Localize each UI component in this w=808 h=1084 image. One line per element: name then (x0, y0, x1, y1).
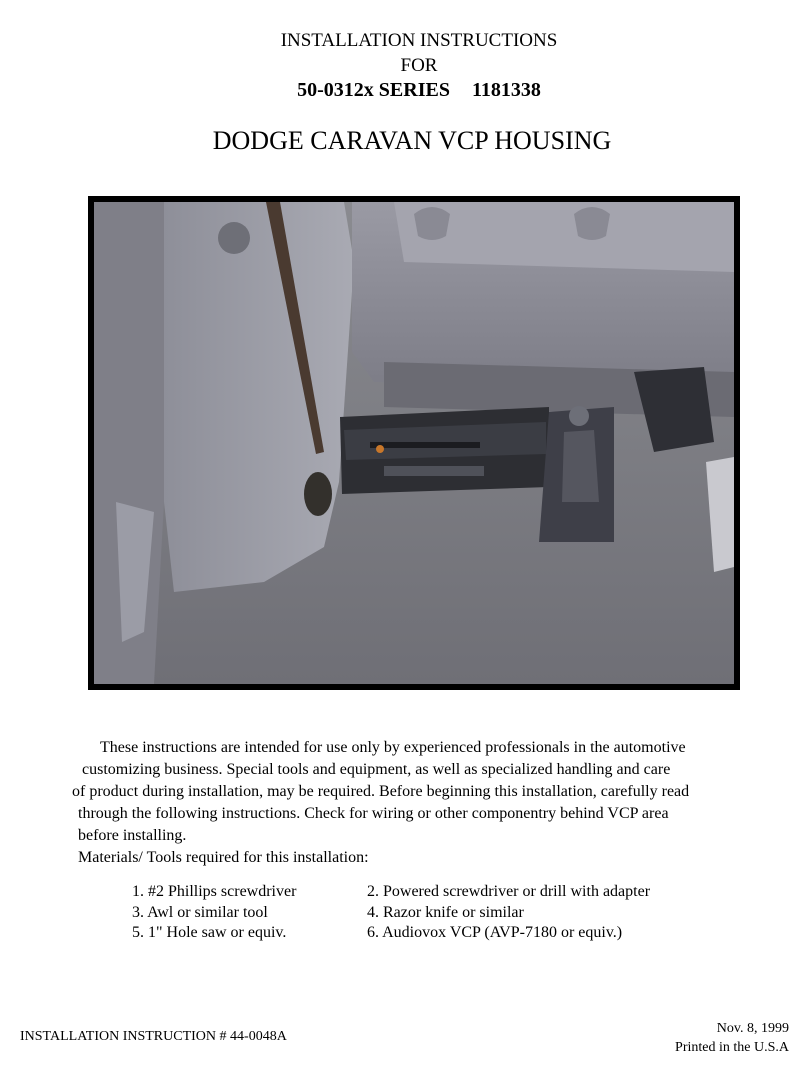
list-item: 1. #2 Phillips screwdriver (132, 883, 297, 900)
intro-line-4: through the following instructions. Check for wiring or other componentry behind VCP area (78, 805, 669, 822)
page-title: DODGE CARAVAN VCP HOUSING (212, 126, 612, 155)
seat-belt-buckle (304, 472, 332, 516)
power-led (376, 445, 384, 453)
vcp-installation-illustration (94, 202, 734, 684)
materials-heading: Materials/ Tools required for this installation: (78, 849, 369, 866)
list-item: 5. 1" Hole saw or equiv. (132, 924, 287, 941)
list-item: 4. Razor knife or similar (367, 903, 524, 921)
materials-list-right (367, 882, 650, 944)
intro-line-1: These instructions are intended for use only by experienced professionals in the automotive (100, 739, 686, 756)
series-label: 50-0312x SERIES (297, 79, 450, 101)
materials-list-left (132, 882, 296, 944)
installation-photo (88, 196, 740, 690)
part-number: 1181338 (471, 79, 541, 101)
header-line-2: FOR (400, 55, 438, 76)
intro-line-3: of product during installation, may be required. Before beginning this installation, carefully read (72, 783, 690, 800)
printed-in: Printed in the U.S.A (675, 1040, 789, 1055)
list-item: 6. Audiovox VCP (AVP-7180 or equiv.) (367, 924, 623, 941)
list-item: 3. Awl or similar tool (132, 903, 268, 921)
intro-line-2: customizing business. Special tools and equipment, as well as specialized handling and care (82, 761, 671, 778)
tape-slot (370, 442, 480, 448)
footer-print-info (675, 1019, 789, 1057)
instruction-number: INSTALLATION INSTRUCTION # 44-0048A (20, 1029, 287, 1044)
header-line-1: INSTALLATION INSTRUCTIONS (280, 30, 558, 51)
trim-bolt (218, 222, 250, 254)
vcp-buttons (384, 466, 484, 476)
intro-line-5: before installing. (78, 827, 187, 844)
trim-panel (164, 202, 354, 592)
list-item: 2. Powered screwdriver or drill with adapter (367, 883, 651, 900)
print-date: Nov. 8, 1999 (716, 1021, 789, 1036)
header-series-line (0, 79, 808, 102)
